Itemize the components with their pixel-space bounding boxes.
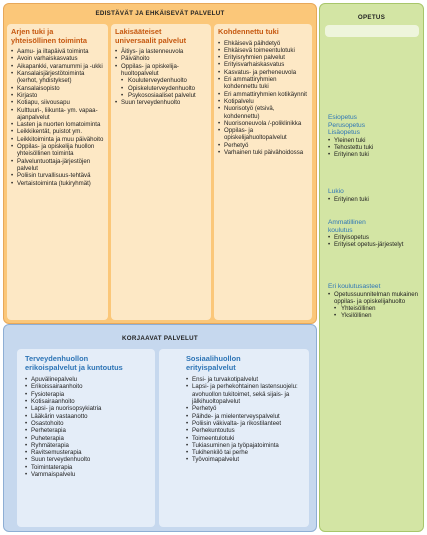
list-item: • Kirjasto xyxy=(11,92,105,99)
all-levels-block xyxy=(328,283,420,320)
list-item: • Kotisairaanhoito xyxy=(25,398,151,405)
sub-list-item: • Psykososiaaliset palvelut xyxy=(115,92,208,99)
targeted-support-list xyxy=(218,40,309,157)
corrective-services-panel xyxy=(3,324,317,532)
list-item: • Kansalaisopisto xyxy=(11,85,105,92)
list-item: • Kulttuuri-, liikunta- ym. vapaa-ajanpalvelut xyxy=(11,107,105,122)
list-item: • Osastohoito xyxy=(25,420,151,427)
list-item: • Eri ammattiryhmien kotikäynnit xyxy=(218,91,309,98)
specialist-healthcare-column xyxy=(17,349,155,527)
list-item: • Varhainen tuki päivähoidossa xyxy=(218,149,309,156)
list-item: • Poliisin turvallisuus-tehtävä xyxy=(11,172,105,179)
everyday-support-title: Arjen tuki ja yhteisöllinen toiminta xyxy=(11,27,87,45)
list-item: • Toimintaterapia xyxy=(25,464,151,471)
list-item: • Erityinen tuki xyxy=(328,151,420,158)
statutory-universal-title: Lakisääteiset universaalit palvelut xyxy=(115,27,187,45)
list-item: • Suun terveydenhuolto xyxy=(115,99,208,106)
special-social-services-column xyxy=(159,349,309,527)
everyday-support-list xyxy=(11,48,105,187)
list-item: • Erityisopetus xyxy=(328,234,420,241)
targeted-support-column xyxy=(214,24,312,320)
list-item: • Puheterapia xyxy=(25,435,151,442)
list-item: • Apuvälinepalvelu xyxy=(25,376,151,383)
everyday-support-column xyxy=(7,24,108,320)
basic-education-block xyxy=(328,114,420,159)
list-item: • Avoin varhaiskasvatus xyxy=(11,55,105,62)
list-item: • Ryhmäterapia xyxy=(25,442,151,449)
special-social-services-title: Sosiaalihuollon erityispalvelut xyxy=(186,354,241,372)
list-item: • Leikkikentät, puistot ym. xyxy=(11,128,105,135)
upper-secondary-title: Lukio xyxy=(328,188,344,195)
list-item: • Perhetyö xyxy=(218,142,309,149)
list-item: • Erikoissairaanhoito xyxy=(25,383,151,390)
list-item: • Palveluntuottaja-järjestöjen palvelut xyxy=(11,158,105,173)
list-item: • Erityisvarhaiskasvatus xyxy=(218,61,309,68)
vocational-education-list xyxy=(328,234,420,249)
vocational-education-title: Ammatillinen koulutus xyxy=(328,219,366,234)
specialist-healthcare-list xyxy=(25,376,151,478)
list-item: • Ensi- ja turvakotipalvelut xyxy=(186,376,305,383)
sub-list-item: • Yksilöllinen xyxy=(328,312,420,319)
list-item: • Tehostettu tuki xyxy=(328,144,420,151)
list-item: • Opetussuunnitelman mukainen oppilas- ja opiskelijahuolto xyxy=(328,291,420,306)
sub-list-item: • Opiskeluterveydenhuolto xyxy=(115,85,208,92)
list-item: • Ehkäisevä toimeentulotuki xyxy=(218,47,309,54)
list-item: • Äitiys- ja lastenneuvola xyxy=(115,48,208,55)
sub-list-item: • Kouluterveydenhuolto xyxy=(115,77,208,84)
list-item: • Ravitsemusterapia xyxy=(25,449,151,456)
education-header: OPETUS xyxy=(357,14,386,21)
education-panel xyxy=(319,3,424,532)
list-item: • Erityinen tuki xyxy=(328,196,420,203)
list-item: • Oppilas- ja opiskelijahuoltopalvelut xyxy=(218,127,309,142)
list-item: • Tukiasuminen ja työpajatoiminta xyxy=(186,442,305,449)
sub-list-item: • Yhteisöllinen xyxy=(328,305,420,312)
list-item: • Aikapankki, varamummi ja -ukki xyxy=(11,63,105,70)
basic-education-title: Esiopetus Perusopetus Lisäopetus xyxy=(328,114,366,137)
targeted-support-title: Kohdennettu tuki xyxy=(218,27,279,36)
education-header-divider xyxy=(325,25,419,37)
list-item: • Tukihenkilö tai perhe xyxy=(186,449,305,456)
preventive-services-header: EDISTÄVÄT JA EHKÄISEVÄT PALVELUT xyxy=(95,10,225,17)
upper-secondary-block xyxy=(328,188,420,203)
list-item: • Lasten ja nuorten lomatoiminta xyxy=(11,121,105,128)
vocational-education-block xyxy=(328,219,420,249)
list-item: • Päihde- ja mielenterveyspalvelut xyxy=(186,413,305,420)
list-item: • Kasvatus- ja perheneuvola xyxy=(218,69,309,76)
list-item: • Perheterapia xyxy=(25,427,151,434)
list-item: • Suun terveydenhuolto xyxy=(25,456,151,463)
list-item: • Oppilas- ja opiskelija-huoltopalvelut xyxy=(115,63,208,78)
list-item: • Kansalaisjärjestötoiminta (kerhot, yhdistykset) xyxy=(11,70,105,85)
corrective-services-header: KORJAAVAT PALVELUT xyxy=(122,335,198,342)
all-levels-title: Eri koulutusasteet xyxy=(328,283,381,290)
list-item: • Lapsi- ja perhekohtainen lastensuojelu: avohuollon tukitoimet, sekä sijais- ja jälkihuoltopalvelut xyxy=(186,383,305,405)
list-item: • Kotipalvelu xyxy=(218,98,309,105)
list-item: • Toimeentulotuki xyxy=(186,435,305,442)
list-item: • Nuorisoneuvola /-poliklinikka xyxy=(218,120,309,127)
list-item: • Perhetyö xyxy=(186,405,305,412)
list-item: • Lapsi- ja nuorisopsykiatria xyxy=(25,405,151,412)
list-item: • Poliisin väkivalta- ja rikostilanteet xyxy=(186,420,305,427)
list-item: • Vertaistoiminta (tukiryhmät) xyxy=(11,180,105,187)
list-item: • Fysioterapia xyxy=(25,391,151,398)
preventive-services-panel xyxy=(3,3,317,324)
special-social-services-list xyxy=(186,376,305,464)
list-item: • Aamu- ja iltapäivä toiminta xyxy=(11,48,105,55)
statutory-universal-list xyxy=(115,48,208,106)
list-item: • Erityisryhmien palvelut xyxy=(218,54,309,61)
all-levels-list xyxy=(328,291,420,320)
upper-secondary-list xyxy=(328,196,420,203)
list-item: • Leikkitoiminta ja muu päivähoito xyxy=(11,136,105,143)
basic-education-list xyxy=(328,137,420,159)
list-item: • Oppilas- ja opiskelija huollon yhteisöllinen toiminta xyxy=(11,143,105,158)
list-item: • Ehkäisevä päihdetyö xyxy=(218,40,309,47)
list-item: • Vammaispalvelu xyxy=(25,471,151,478)
list-item: • Kotiapu, siivousapu xyxy=(11,99,105,106)
list-item: • Yleinen tuki xyxy=(328,137,420,144)
statutory-universal-column xyxy=(111,24,211,320)
list-item: • Perhekuntoutus xyxy=(186,427,305,434)
list-item: • Lääkärin vastaanotto xyxy=(25,413,151,420)
list-item: • Päivähoito xyxy=(115,55,208,62)
list-item: • Eri ammattiryhmien kohdennettu tuki xyxy=(218,76,309,91)
list-item: • Nuorisotyö (etsivä, kohdennettu) xyxy=(218,105,309,120)
specialist-healthcare-title: Terveydenhuollon erikoispalvelut ja kuntoutus xyxy=(25,354,123,372)
list-item: • Erityiset opetus-järjestelyt xyxy=(328,241,420,248)
list-item: • Työvoimapalvelut xyxy=(186,456,305,463)
